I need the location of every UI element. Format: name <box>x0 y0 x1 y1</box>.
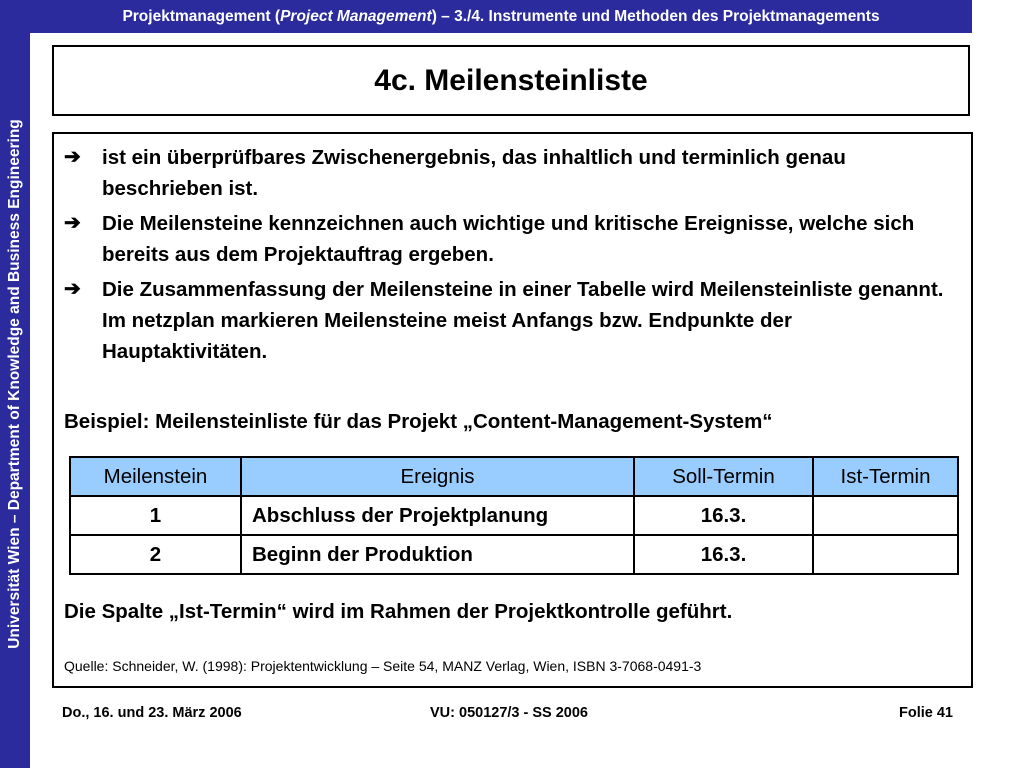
header-prefix: Projektmanagement ( <box>122 7 281 25</box>
bullet-text: Die Meilensteine kennzeichnen auch wichtige und kritische Ereignisse, welche sich bereits aus dem Projektauftrag ergeben. <box>102 212 915 266</box>
source-citation: Quelle: Schneider, W. (1998): Projektentwicklung – Seite 54, MANZ Verlag, Wien, ISBN 3-7068-0491-3 <box>64 658 702 674</box>
sidebar-text: Universität Wien – Department of Knowledge and Business Engineering <box>6 119 23 649</box>
column-header: Ist-Termin <box>813 457 958 496</box>
footer-slide-number: Folie 41 <box>899 705 953 721</box>
table-cell: Abschluss der Projektplanung <box>241 496 634 535</box>
bullet-text: Die Zusammenfassung der Meilensteine in einer Tabelle wird Meilensteinliste genannt. Im netzplan markieren Meilensteine meist Anfangs bzw. Endpunkte der Hauptaktivitäten. <box>102 278 944 363</box>
table-row <box>70 496 958 535</box>
column-header: Soll-Termin <box>634 457 813 496</box>
footer-course: VU: 050127/3 - SS 2006 <box>430 705 588 721</box>
table-cell: 16.3. <box>634 496 813 535</box>
bullet-item <box>64 142 944 204</box>
arrow-icon: ➔ <box>64 146 81 168</box>
bullet-item <box>64 208 944 270</box>
title-box <box>52 45 970 116</box>
footer-date: Do., 16. und 23. März 2006 <box>62 705 242 721</box>
column-header: Meilenstein <box>70 457 241 496</box>
table-cell: 1 <box>70 496 241 535</box>
table-header-row <box>70 457 958 496</box>
content-box <box>52 132 973 688</box>
sidebar <box>0 0 30 768</box>
column-header: Ereignis <box>241 457 634 496</box>
milestone-table <box>69 456 959 575</box>
table-row <box>70 535 958 574</box>
bullet-item <box>64 274 944 367</box>
table-cell: 16.3. <box>634 535 813 574</box>
bullet-list <box>64 142 944 371</box>
header-italic: Project Management <box>280 7 432 25</box>
header-bar <box>30 0 972 33</box>
header-suffix: ) – 3./4. Instrumente und Methoden des Projektmanagements <box>431 7 880 25</box>
table-cell: Beginn der Produktion <box>241 535 634 574</box>
note-text: Die Spalte „Ist-Termin“ wird im Rahmen der Projektkontrolle geführt. <box>64 600 733 623</box>
table-cell <box>813 496 958 535</box>
example-title: Beispiel: Meilensteinliste für das Projekt „Content-Management-System“ <box>64 410 773 433</box>
arrow-icon: ➔ <box>64 278 81 300</box>
slide-title: 4c. Meilensteinliste <box>374 63 648 97</box>
bullet-text: ist ein überprüfbares Zwischenergebnis, das inhaltlich und terminlich genau beschrieben ist. <box>102 146 846 200</box>
arrow-icon: ➔ <box>64 212 81 234</box>
table-cell <box>813 535 958 574</box>
table-cell: 2 <box>70 535 241 574</box>
